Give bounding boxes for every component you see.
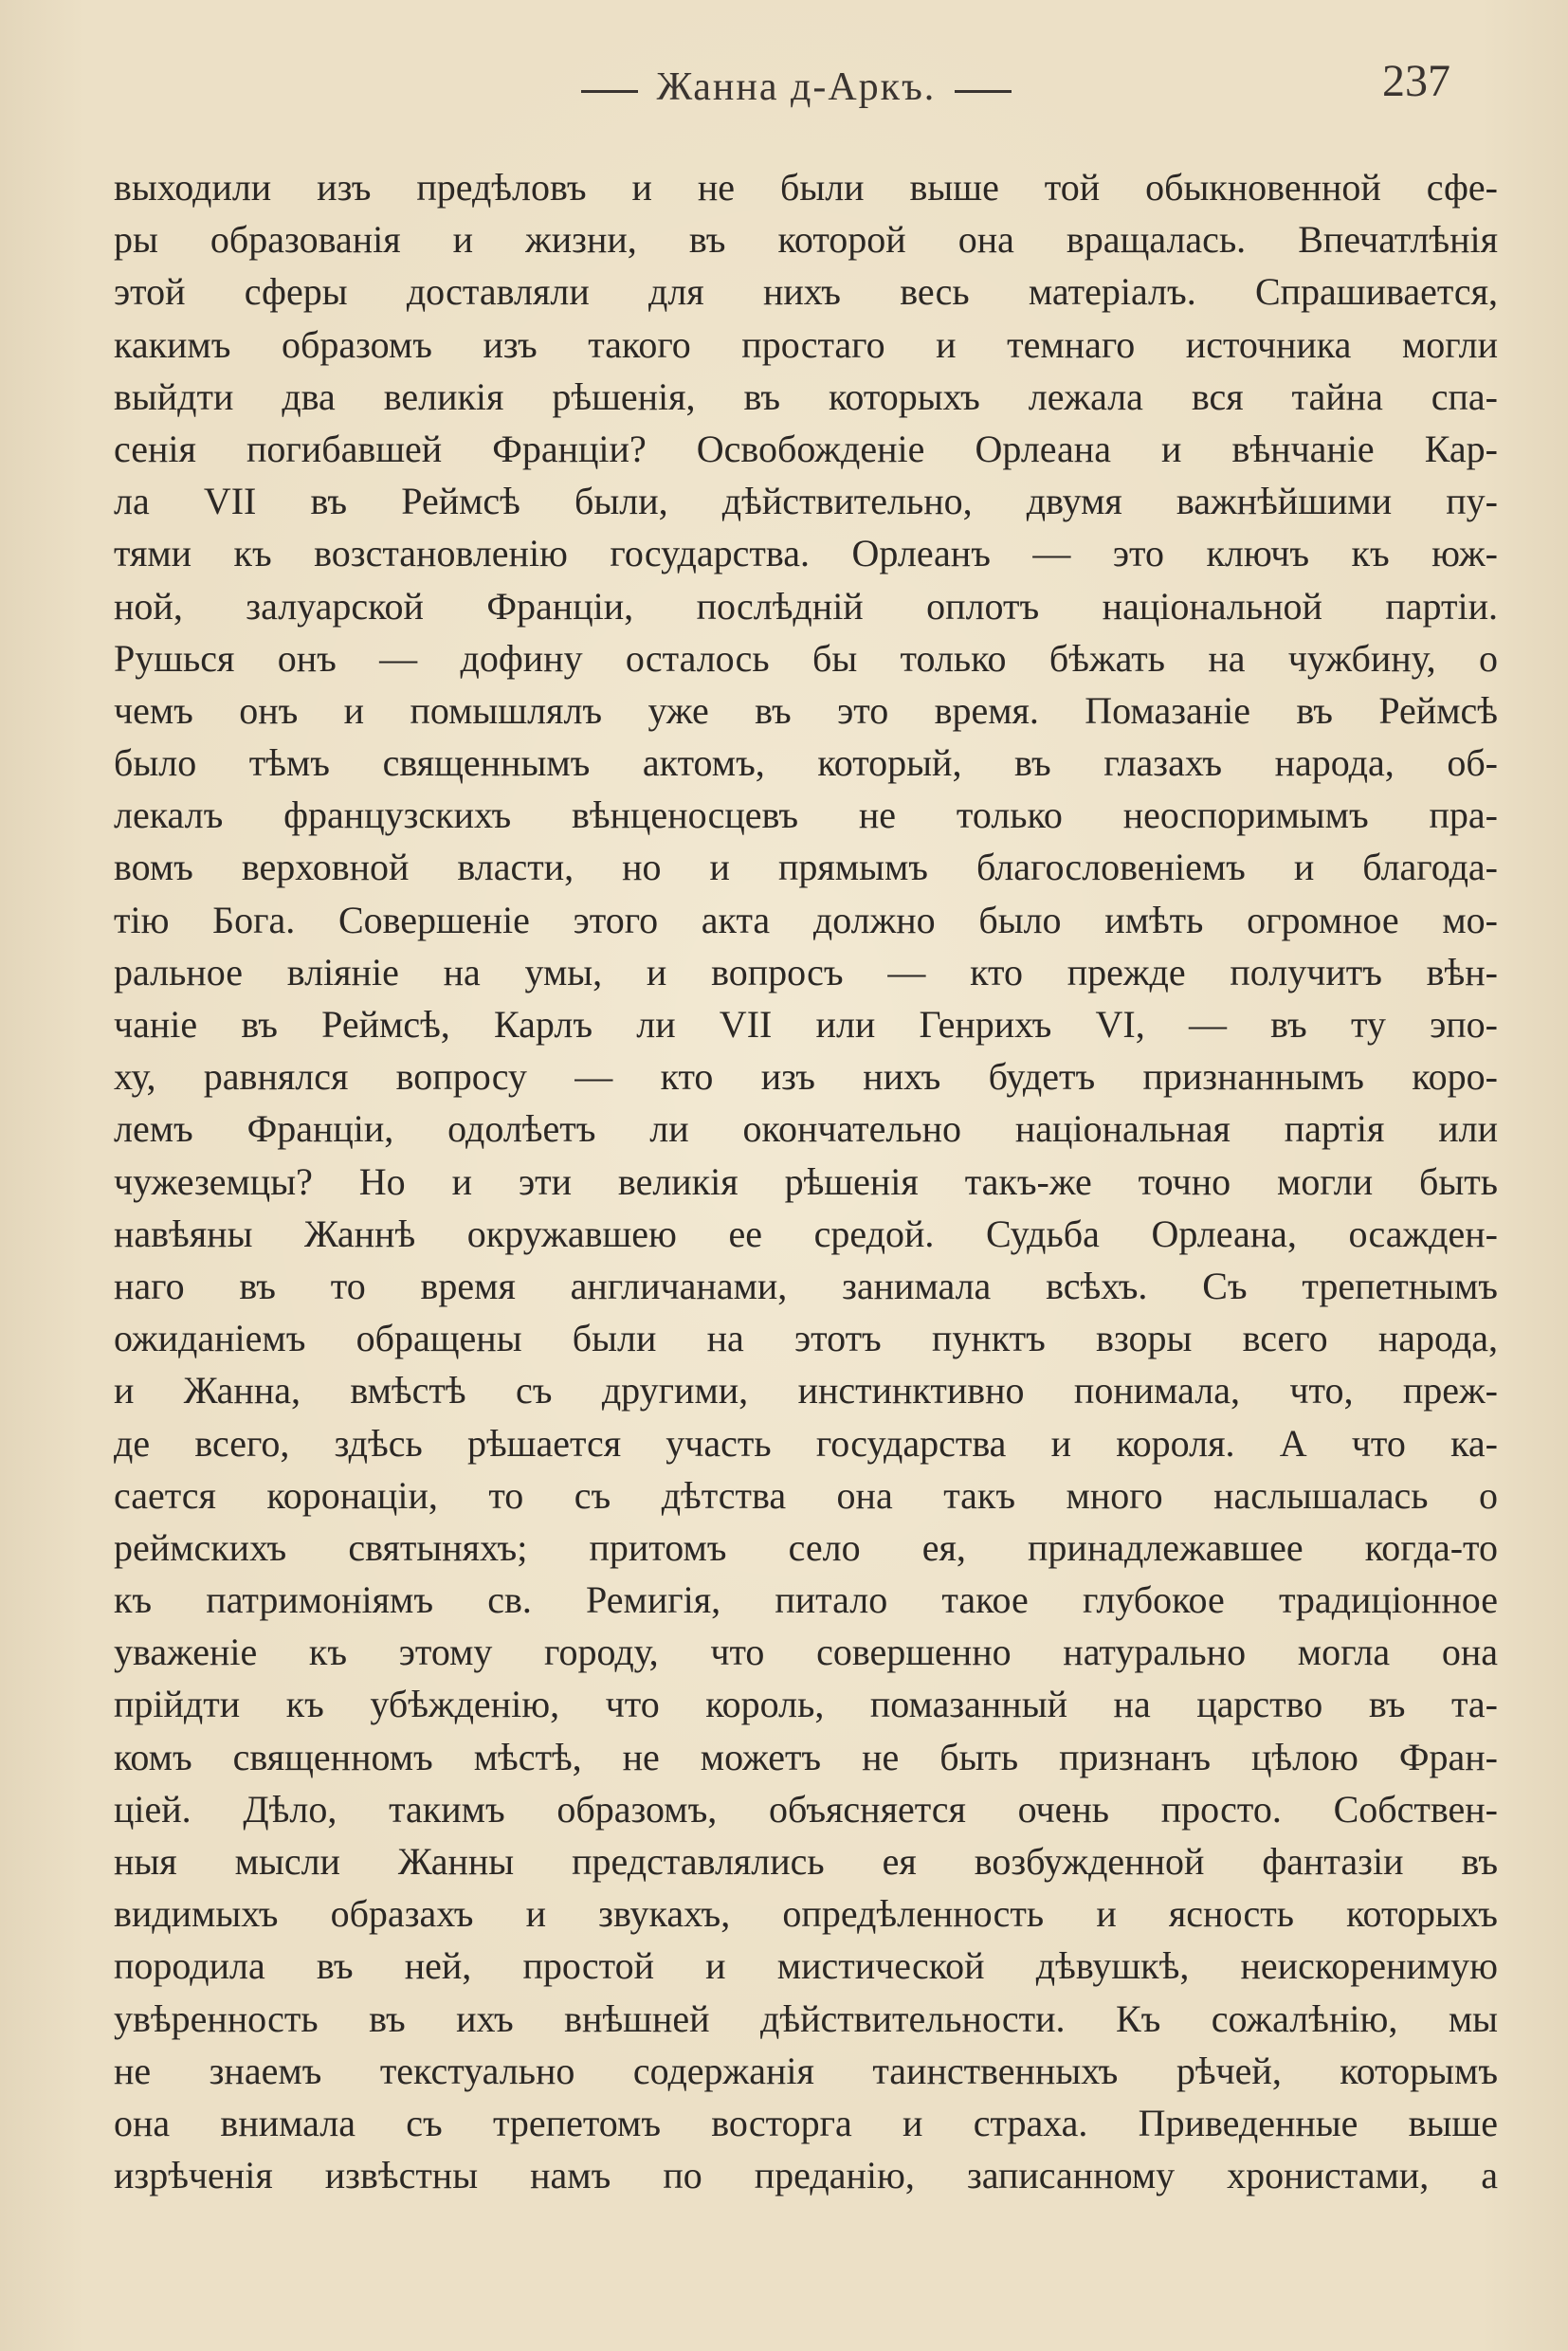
text-line: ожиданіемъ обращены были на этотъ пунктъ взоры всего народа, (114, 1317, 1498, 1360)
text-line: ху, равнялся вопросу — кто изъ нихъ будетъ признаннымъ коро- (114, 1055, 1498, 1099)
text-line: ной, залуарской Франціи, послѣдній оплотъ національной партіи. (114, 584, 1498, 628)
text-line: ры образованія и жизни, въ которой она вращалась. Впечатлѣнія (114, 218, 1498, 262)
text-line: ральное вліяніе на умы, и вопросъ — кто прежде получитъ вѣн- (114, 950, 1498, 993)
right-dash (955, 90, 1012, 93)
text-line: прійдти къ убѣжденію, что король, помазанный на царство въ та- (114, 1683, 1498, 1726)
running-head (531, 59, 1062, 116)
left-dash (581, 90, 638, 93)
text-line: она внимала съ трепетомъ восторга и страха. Приведенные выше (114, 2101, 1498, 2144)
text-line: выйдти два великія рѣшенія, въ которыхъ лежала вся тайна спа- (114, 374, 1498, 418)
text-line: какимъ образомъ изъ такого простаго и темнаго источника могли (114, 322, 1498, 366)
text-line: уваженіе къ этому городу, что совершенно натурально могла она (114, 1631, 1498, 1674)
body-text (114, 161, 1498, 2201)
text-line: реймскихъ святыняхъ; притомъ село ея, принадлежавшее когда-то (114, 1525, 1498, 1569)
text-line: было тѣмъ священнымъ актомъ, который, въ глазахъ народа, об- (114, 741, 1498, 785)
text-line: видимыхъ образахъ и звукахъ, опредѣленность и ясность которыхъ (114, 1892, 1498, 1936)
text-line: этой сферы доставляли для нихъ весь матеріалъ. Спрашивается, (114, 270, 1498, 314)
text-line: тію Бога. Совершеніе этого акта должно было имѣть огромное мо- (114, 898, 1498, 941)
text-line: лемъ Франціи, одолѣетъ ли окончательно національная партія или (114, 1107, 1498, 1151)
text-line: чужеземцы? Но и эти великія рѣшенія такъ-же точно могли быть (114, 1159, 1498, 1203)
text-line: породила въ ней, простой и мистической дѣвушкѣ, неискоренимую (114, 1944, 1498, 1988)
text-line: чаніе въ Реймсѣ, Карлъ ли VII или Генрихъ VI, — въ ту эпо- (114, 1003, 1498, 1046)
text-line: сается коронаціи, то съ дѣтства она такъ много наслышалась о (114, 1473, 1498, 1517)
text-line: лекалъ французскихъ вѣнценосцевъ не только неоспоримымъ пра- (114, 793, 1498, 837)
text-line: ціей. Дѣло, такимъ образомъ, объясняется очень просто. Собствен- (114, 1787, 1498, 1831)
page-number: 237 (1382, 56, 1450, 106)
text-line: наго въ то время англичанами, занимала всѣхъ. Съ трепетнымъ (114, 1264, 1498, 1307)
text-line: къ патримоніямъ св. Ремигія, питало такое глубокое традиціонное (114, 1578, 1498, 1622)
text-line: ныя мысли Жанны представлялись ея возбужденной фантазіи въ (114, 1840, 1498, 1883)
running-title: Жанна д-Аркъ. (656, 65, 937, 109)
text-line: увѣренность въ ихъ внѣшней дѣйствительности. Къ сожалѣнію, мы (114, 1996, 1498, 2040)
text-line: и Жанна, вмѣстѣ съ другими, инстинктивно понимала, что, преж- (114, 1369, 1498, 1412)
text-line: чемъ онъ и помышлялъ уже въ это время. Помазаніе въ Реймсѣ (114, 688, 1498, 732)
text-line: сенія погибавшей Франціи? Освобожденіе Орлеана и вѣнчаніе Кар- (114, 427, 1498, 470)
text-line: выходили изъ предѣловъ и не были выше той обыкновенной сфе- (114, 166, 1498, 209)
text-line: комъ священномъ мѣстѣ, не можетъ не быть признанъ цѣлою Фран- (114, 1735, 1498, 1778)
text-line: не знаемъ текстуально содержанія таинственныхъ рѣчей, которымъ (114, 2049, 1498, 2092)
text-line: вомъ верховной власти, но и прямымъ благословеніемъ и благода- (114, 846, 1498, 889)
text-line: де всего, здѣсь рѣшается участь государства и короля. А что ка- (114, 1421, 1498, 1465)
text-line: ла VII въ Реймсѣ были, дѣйствительно, двумя важнѣйшими пу- (114, 480, 1498, 523)
text-line: навѣяны Жаннѣ окружавшею ее средой. Судьба Орлеана, осажден- (114, 1212, 1498, 1255)
text-line: тями къ возстановленію государства. Орлеанъ — это ключъ къ юж- (114, 532, 1498, 575)
text-line: изрѣченія извѣстны намъ по преданію, записанному хронистами, а (114, 2154, 1498, 2197)
text-line: Рушься онъ — дофину осталось бы только бѣжать на чужбину, о (114, 636, 1498, 680)
